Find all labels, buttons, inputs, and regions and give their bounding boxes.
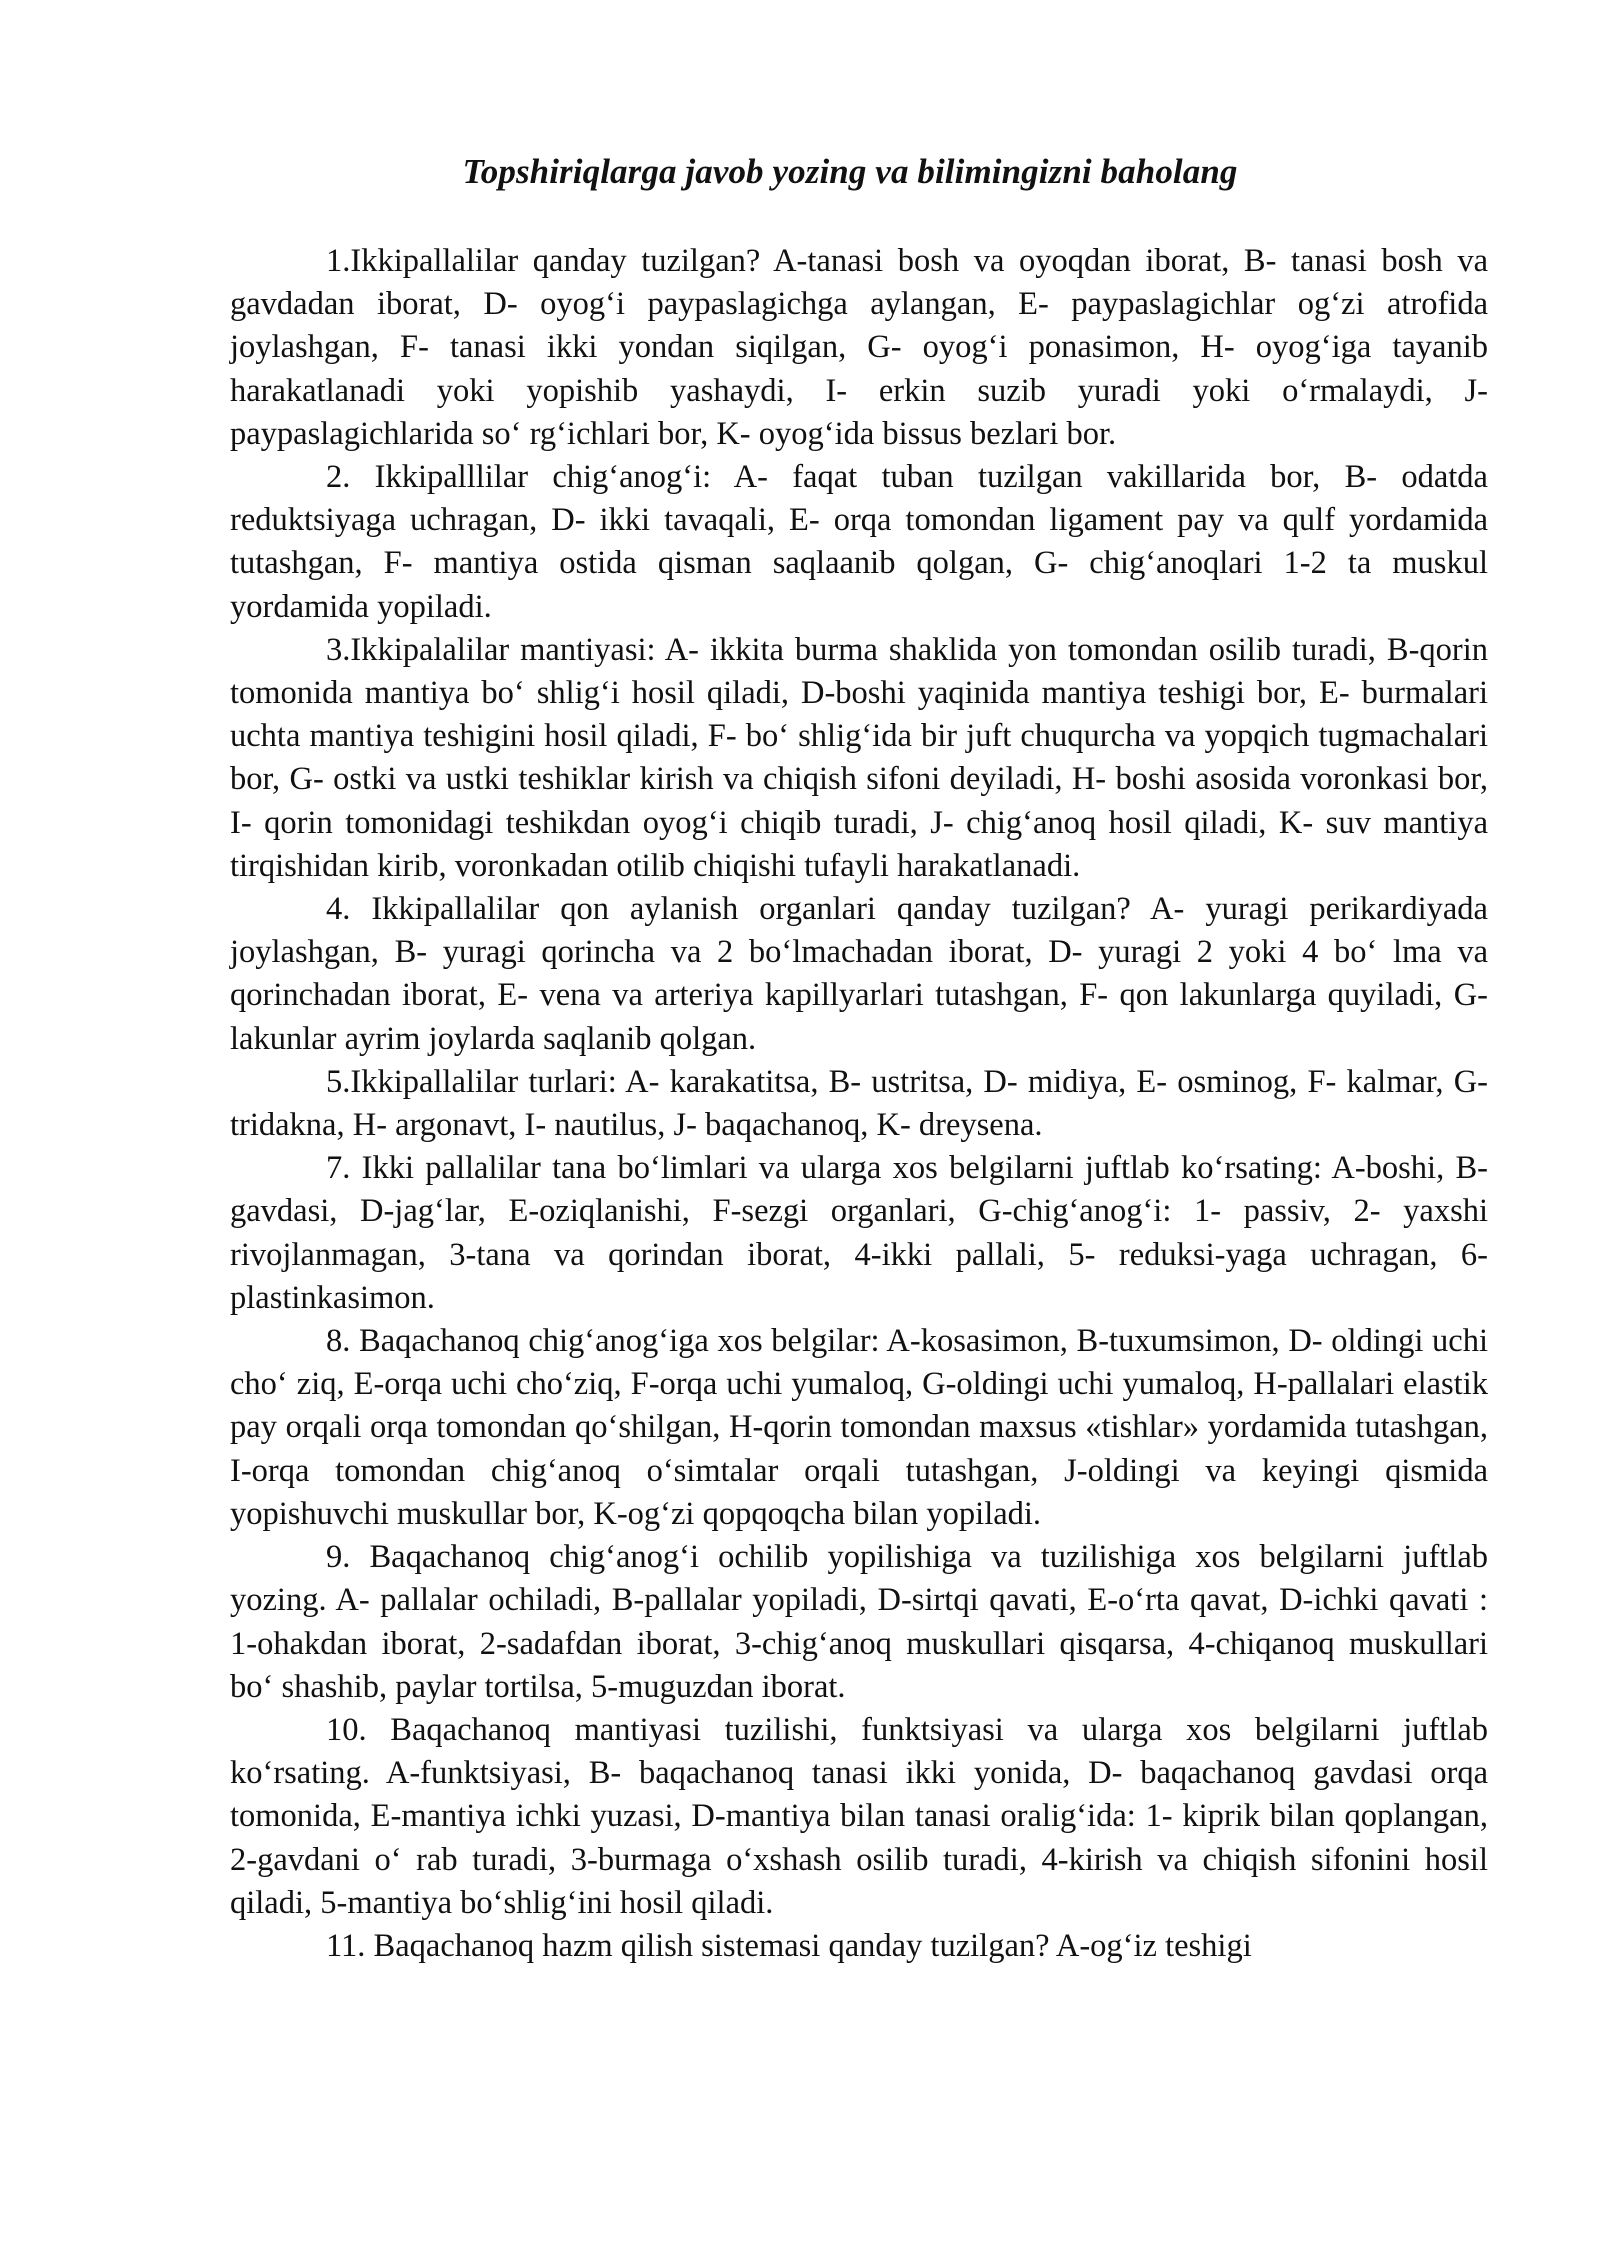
document-body: [230, 240, 1488, 1968]
question-1: 1.Ikkipallalilar qanday tuzilgan? A-tanasi bosh va oyoqdan iborat, B- tanasi bosh va gavdadan iborat, D- oyog‘i paypaslagichga aylangan, E- paypaslagichlar og‘zi atrofida joylashgan, F- tanasi ikki yondan siqilgan, G- oyog‘i ponasimon, H- oyog‘iga tayanib harakatlanadi yoki yopishib yashaydi, I- erkin suzib yuradi yoki o‘rmalaydi, J- paypaslagichlarida so‘ rg‘ichlari bor, K- oyog‘ida bissus bezlari bor.: [230, 243, 1488, 452]
question-7: 7. Ikki pallalilar tana bo‘limlari va ularga xos belgilarni juftlab ko‘rsating: A-boshi, B-gavdasi, D-jag‘lar, E-oziqlanishi, F-sezgi organlari, G-chig‘anog‘i: 1- passiv, 2- yaxshi rivojlanmagan, 3-tana va qorindan iborat, 4-ikki pallali, 5- reduksi-yaga uchragan, 6-plastinkasimon.: [230, 1150, 1488, 1316]
question-2: 2. Ikkipalllilar chig‘anog‘i: A- faqat tuban tuzilgan vakillarida bor, B- odatda reduktsiyaga uchragan, D- ikki tavaqali, E- orqa tomondan ligament pay va qulf yordamida tutashgan, F- mantiya ostida qisman saqlaanib qolgan, G- chig‘anoqlari 1-2 ta muskul yordamida yopiladi.: [230, 459, 1488, 625]
question-9: 9. Baqachanoq chig‘anog‘i ochilib yopilishiga va tuzilishiga xos belgilarni juftlab yozing. A- pallalar ochiladi, B-pallalar yopiladi, D-sirtqi qavati, E-o‘rta qavat, D-ichki qavati : 1-ohakdan iborat, 2-sadafdan iborat, 3-chig‘anoq muskullari qisqarsa, 4-chiqanoq muskullari bo‘ shashib, paylar tortilsa, 5-muguzdan iborat.: [230, 1539, 1488, 1705]
page-title: Topshiriqlarga javob yozing va bilimingizni baholang: [462, 152, 1238, 191]
question-3: 3.Ikkipalalilar mantiyasi: A- ikkita burma shaklida yon tomondan osilib turadi, B-qorin tomonida mantiya bo‘ shlig‘i hosil qiladi, D-boshi yaqinida mantiya teshigi bor, E- burmalari uchta mantiya teshigini hosil qiladi, F- bo‘ shlig‘ida bir juft chuqurcha va yopqich tugmachalari bor, G- ostki va ustki teshiklar kirish va chiqish sifoni deyiladi, H- boshi asosida voronkasi bor, I- qorin tomonidagi teshikdan oyog‘i chiqib turadi, J- chig‘anoq hosil qiladi, K- suv mantiya tirqishidan kirib, voronkadan otilib chiqishi tufayli harakatlanadi.: [230, 631, 1488, 884]
question-5: 5.Ikkipallalilar turlari: A- karakatitsa, B- ustritsa, D- midiya, E- osminog, F- kalmar, G- tridakna, H- argonavt, I- nautilus, J- baqachanoq, K- dreysena.: [230, 1063, 1488, 1144]
question-11: 11. Baqachanoq hazm qilish sistemasi qanday tuzilgan? A-og‘iz teshigi: [326, 1927, 1252, 1964]
question-8: 8. Baqachanoq chig‘anog‘iga xos belgilar: A-kosasimon, B-tuxumsimon, D- oldingi uchi cho‘ ziq, E-orqa uchi cho‘ziq, F-orqa uchi yumaloq, G-oldingi uchi yumaloq, H-pallalari elastik pay orqali orqa tomondan qo‘shilgan, H-qorin tomondan maxsus «tishlar» yordamida tutashgan, I-orqa tomondan chig‘anoq o‘simtalar orqali tutashgan, J-oldingi va keyingi qismida yopishuvchi muskullar bor, K-og‘zi qopqoqcha bilan yopiladi.: [230, 1323, 1488, 1532]
question-4: 4. Ikkipallalilar qon aylanish organlari qanday tuzilgan? A- yuragi perikardiyada joylashgan, B- yuragi qorincha va 2 bo‘lmachadan iborat, D- yuragi 2 yoki 4 bo‘ lma va qorinchadan iborat, E- vena va arteriya kapillyarlari tutashgan, F- qon lakunlarga quyiladi, G-lakunlar ayrim joylarda saqlanib qolgan.: [230, 891, 1488, 1057]
question-10: 10. Baqachanoq mantiyasi tuzilishi, funktsiyasi va ularga xos belgilarni juftlab ko‘rsating. A-funktsiyasi, B- baqachanoq tanasi ikki yonida, D- baqachanoq gavdasi orqa tomonida, E-mantiya ichki yuzasi, D-mantiya bilan tanasi oralig‘ida: 1- kiprik bilan qoplangan, 2-gavdani o‘ rab turadi, 3-burmaga o‘xshash osilib turadi, 4-kirish va chiqish sifonini hosil qiladi, 5-mantiya bo‘shlig‘ini hosil qiladi.: [230, 1711, 1488, 1921]
